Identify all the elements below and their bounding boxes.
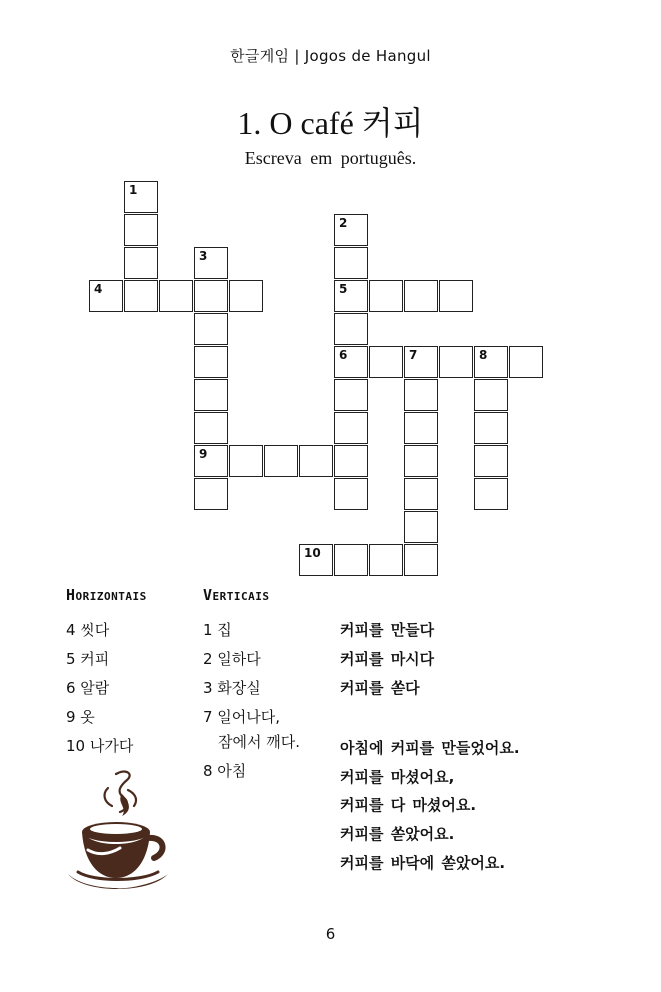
crossword-cell[interactable] [194,478,228,510]
clue-number: 6 [339,348,348,362]
example-sentence: 커피를 다 마셨어요. [340,796,477,814]
vertical-clue: 7 일어나다, [203,708,281,726]
crossword-cell[interactable] [194,379,228,411]
crossword-cell[interactable] [264,445,298,477]
clue-number: 4 [94,282,103,296]
vertical-clue: 1 집 [203,621,232,639]
crossword-cell[interactable] [299,445,333,477]
crossword-cell[interactable] [404,544,438,576]
crossword-cell[interactable] [474,445,508,477]
crossword-cell[interactable] [439,280,473,312]
instructions: Escreva em português. [244,148,417,168]
crossword-cell[interactable] [334,544,368,576]
crossword-cell[interactable] [509,346,543,378]
crossword-cell[interactable] [124,214,158,246]
crossword-cell[interactable] [334,346,368,378]
example-sentence: 커피를 마셨어요, [340,768,455,786]
example-sentence: 커피를 바닥에 쏟았어요. [340,854,506,872]
crossword-cell[interactable] [404,346,438,378]
clue-number: 1 [129,183,138,197]
clue-number: 10 [304,546,321,560]
vertical-heading: Verticais [203,586,270,604]
crossword-cell[interactable] [369,544,403,576]
horizontal-clue: 6 알람 [66,679,110,697]
crossword-cell[interactable] [89,280,123,312]
clue-number: 9 [199,447,208,461]
crossword-cell[interactable] [194,412,228,444]
vertical-clue-continued: 잠에서 깨다. [218,733,300,751]
crossword-cell[interactable] [124,247,158,279]
example-sentence: 아침에 커피를 만들었어요. [340,739,520,757]
crossword-cell[interactable] [404,280,438,312]
crossword-cell[interactable] [229,445,263,477]
crossword-cell[interactable] [334,412,368,444]
crossword-cell[interactable] [194,313,228,345]
crossword-cell[interactable] [299,544,333,576]
crossword-cell[interactable] [334,280,368,312]
crossword-cell[interactable] [334,214,368,246]
crossword-cell[interactable] [404,379,438,411]
crossword-cell[interactable] [474,412,508,444]
clue-number: 3 [199,249,208,263]
vertical-clue: 2 일하다 [203,650,261,668]
page-header: 한글게임 | Jogos de Hangul [230,47,431,65]
crossword-cell[interactable] [404,511,438,543]
horizontal-clue: 10 나가다 [66,737,134,755]
horizontal-heading: Horizontais [66,586,147,604]
crossword-cell[interactable] [334,379,368,411]
crossword-cell[interactable] [229,280,263,312]
example-phrase: 커피를 마시다 [340,650,435,668]
crossword-cell[interactable] [194,247,228,279]
crossword-cell[interactable] [474,346,508,378]
clue-number: 8 [479,348,488,362]
crossword-cell[interactable] [159,280,193,312]
vertical-clue: 8 아침 [203,762,247,780]
horizontal-clue: 5 커피 [66,650,110,668]
crossword-cell[interactable] [404,412,438,444]
crossword-cell[interactable] [404,445,438,477]
example-sentence: 커피를 쏟았어요. [340,825,455,843]
crossword-cell[interactable] [194,445,228,477]
clue-number: 2 [339,216,348,230]
crossword-cell[interactable] [124,181,158,213]
example-phrase: 커피를 만들다 [340,621,435,639]
example-phrase: 커피를 쏟다 [340,679,420,697]
clue-number: 7 [409,348,418,362]
crossword-cell[interactable] [334,247,368,279]
page-title: 1. O café 커피 [237,105,424,141]
horizontal-clue: 9 옷 [66,708,95,726]
crossword-cell[interactable] [334,478,368,510]
crossword-cell[interactable] [369,280,403,312]
page-number: 6 [325,925,336,943]
crossword-cell[interactable] [334,445,368,477]
vertical-clue: 3 화장실 [203,679,261,697]
crossword-cell[interactable] [474,478,508,510]
crossword-cell[interactable] [334,313,368,345]
crossword-cell[interactable] [404,478,438,510]
crossword-cell[interactable] [369,346,403,378]
crossword-cell[interactable] [474,379,508,411]
horizontal-clue: 4 씻다 [66,621,110,639]
clue-number: 5 [339,282,348,296]
crossword-cell[interactable] [194,280,228,312]
coffee-cup-icon [64,766,184,901]
crossword-cell[interactable] [439,346,473,378]
crossword-cell[interactable] [194,346,228,378]
crossword-cell[interactable] [124,280,158,312]
